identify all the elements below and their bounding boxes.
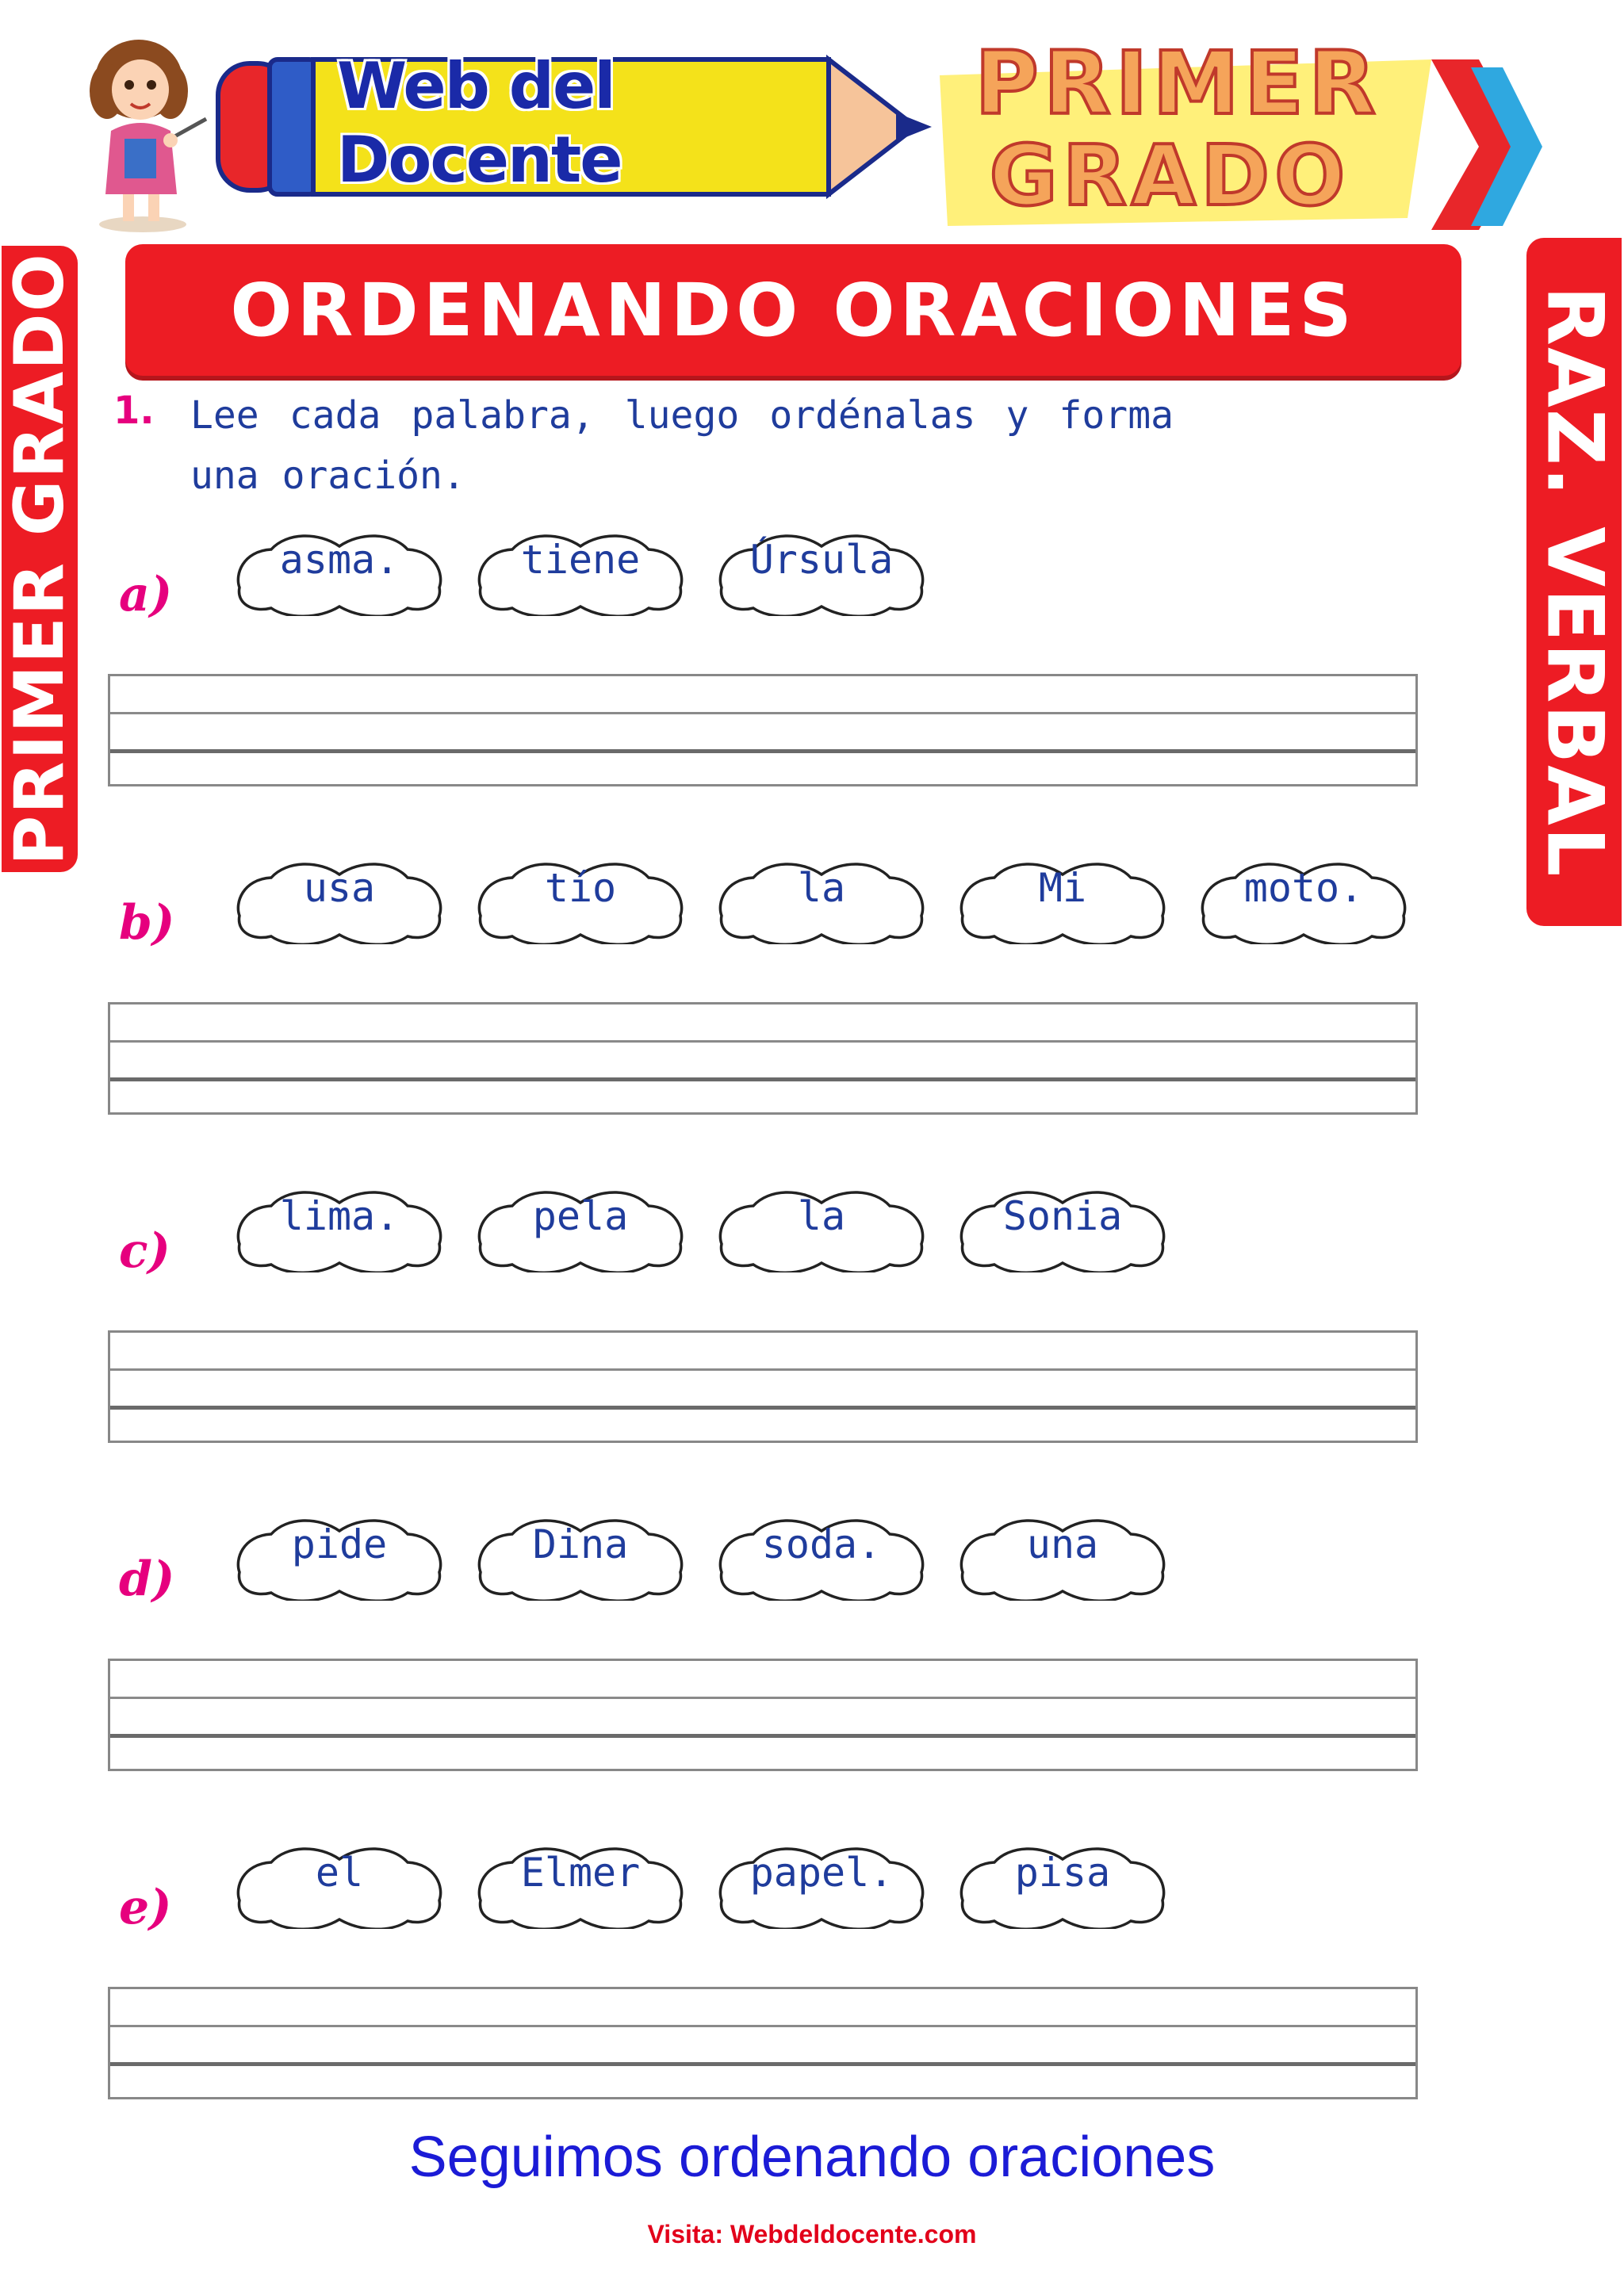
- item-label: a): [119, 567, 173, 622]
- instruction-text: Lee cada palabra, luego ordénalas y forma una oración.: [190, 393, 1174, 498]
- word-card-text: pisa: [1014, 1850, 1111, 1896]
- word-cloud: [714, 1512, 929, 1601]
- word-cloud: [232, 1840, 447, 1929]
- word-cloud: [1196, 855, 1411, 944]
- word-card-text: la: [797, 865, 846, 911]
- writing-lines[interactable]: [108, 1002, 1418, 1115]
- side-tab-right-label: RAZ. VERBAL: [1529, 285, 1620, 878]
- word-cloud: [955, 1840, 1170, 1929]
- writing-lines[interactable]: [108, 1987, 1418, 2099]
- writing-base-line: [110, 2062, 1415, 2066]
- writing-base-line: [110, 1077, 1415, 1081]
- word-cloud: [473, 527, 688, 616]
- side-tab-left-label: PRIMER GRADO: [0, 252, 80, 866]
- word-cloud: [232, 1512, 447, 1601]
- word-card-text: Úrsula: [749, 537, 894, 583]
- word-card-text: pela: [532, 1193, 629, 1239]
- instruction-number: 1.: [113, 388, 155, 433]
- word-card-text: una: [1026, 1521, 1099, 1567]
- teacher-illustration: [75, 36, 210, 234]
- word-cloud: [473, 1512, 688, 1601]
- writing-lines[interactable]: [108, 1330, 1418, 1443]
- word-card-text: Sonia: [1002, 1193, 1123, 1239]
- writing-base-line: [110, 1734, 1415, 1738]
- word-cloud: [955, 855, 1170, 944]
- writing-base-line: [110, 749, 1415, 753]
- word-cloud: [232, 855, 447, 944]
- writing-lines[interactable]: [108, 674, 1418, 786]
- writing-guide-line: [110, 1040, 1415, 1043]
- item-label: d): [119, 1552, 175, 1607]
- logo-text: Web del Docente: [337, 49, 622, 197]
- writing-guide-line: [110, 1368, 1415, 1371]
- word-card-text: Dina: [532, 1521, 629, 1567]
- word-cloud: [232, 1184, 447, 1272]
- page-title: ORDENANDO ORACIONES: [230, 267, 1357, 353]
- word-card-text: pide: [291, 1521, 388, 1567]
- side-tab-right: [1526, 238, 1622, 926]
- word-cloud: [473, 855, 688, 944]
- word-cloud: [473, 1840, 688, 1929]
- writing-base-line: [110, 1406, 1415, 1410]
- writing-guide-line: [110, 2025, 1415, 2027]
- item-label: b): [119, 895, 175, 951]
- word-card-text: tío: [544, 865, 617, 911]
- title-bar: [125, 244, 1461, 376]
- word-cloud: [714, 1840, 929, 1929]
- word-cloud: [955, 1512, 1170, 1601]
- word-card-text: tiene: [520, 537, 641, 583]
- writing-lines[interactable]: [108, 1659, 1418, 1771]
- footer-visit-link[interactable]: Visita: Webdeldocente.com: [647, 2220, 977, 2248]
- word-card-text: la: [797, 1193, 846, 1239]
- word-cloud: [473, 1184, 688, 1272]
- item-label: c): [119, 1223, 170, 1279]
- word-card-text: moto.: [1243, 865, 1364, 911]
- word-cloud: [714, 527, 929, 616]
- word-cloud: [232, 527, 447, 616]
- word-card-text: soda.: [761, 1521, 882, 1567]
- item-label: e): [119, 1880, 172, 1935]
- writing-guide-line: [110, 1697, 1415, 1699]
- word-card-text: usa: [303, 865, 376, 911]
- writing-guide-line: [110, 712, 1415, 714]
- grade-word-grado: GRADO: [989, 128, 1350, 224]
- footer-heading: Seguimos ordenando oraciones: [408, 2126, 1216, 2189]
- word-cloud: [714, 1184, 929, 1272]
- grade-word-primer: PRIMER: [975, 33, 1381, 134]
- side-tab-left: [2, 246, 78, 872]
- word-card-text: Mi: [1038, 865, 1087, 911]
- word-card-text: Elmer: [520, 1850, 641, 1896]
- word-card-text: asma.: [279, 537, 400, 583]
- word-card-text: lima.: [279, 1193, 400, 1239]
- word-card-text: el: [315, 1850, 364, 1896]
- word-card-text: papel.: [749, 1850, 894, 1896]
- word-cloud: [955, 1184, 1170, 1272]
- word-cloud: [714, 855, 929, 944]
